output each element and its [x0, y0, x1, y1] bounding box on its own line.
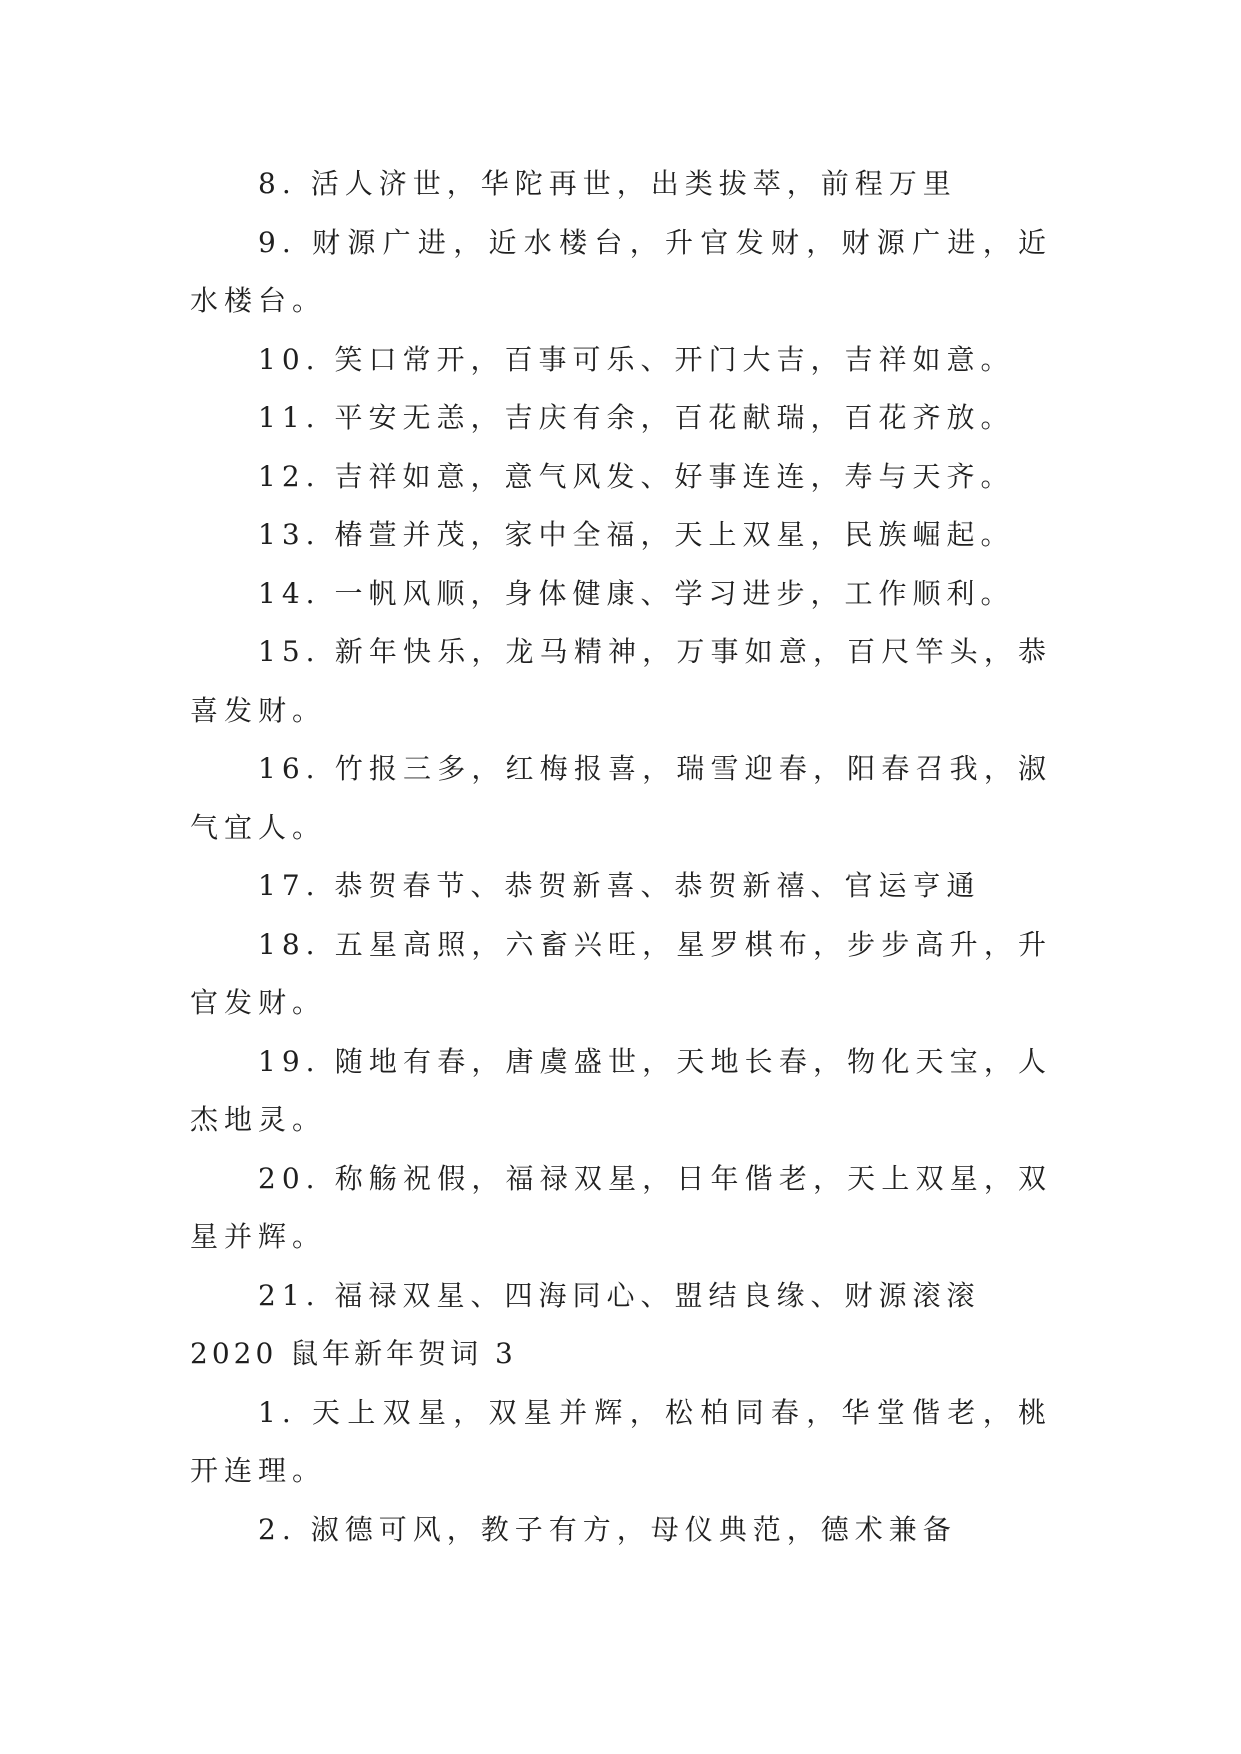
list-item	[190, 857, 1052, 916]
list-item	[190, 389, 1052, 448]
item-number: 15.	[258, 635, 321, 668]
list-item	[190, 506, 1052, 565]
list-item	[190, 1384, 1052, 1501]
item-text: 吉祥如意，意气风发、好事连连，寿与天齐。	[334, 459, 1015, 493]
list-item	[190, 1033, 1052, 1150]
item-number: 1.	[258, 1395, 297, 1429]
document-body	[190, 155, 1052, 1559]
item-number: 11.	[258, 401, 321, 434]
item-number: 9.	[258, 225, 297, 259]
list-item	[190, 214, 1052, 331]
list-item	[190, 1150, 1052, 1267]
item-text: 竹报三多，红梅报喜，瑞雪迎春，阳春召我，淑气宜人。	[190, 752, 1052, 844]
item-number: 13.	[258, 518, 321, 551]
item-text: 恭贺春节、恭贺新喜、恭贺新禧、官运亨通	[334, 869, 981, 902]
item-text: 一帆风顺，身体健康、学习进步，工作顺利。	[334, 576, 1015, 610]
item-text: 五星高照，六畜兴旺，星罗棋布，步步高升，升官发财。	[190, 927, 1052, 1019]
item-text: 椿萱并茂，家中全福，天上双星，民族崛起。	[334, 518, 1015, 551]
item-number: 8.	[258, 167, 297, 200]
item-text: 活人济世，华陀再世，出类拔萃，前程万里	[310, 167, 957, 200]
item-number: 18.	[258, 927, 321, 961]
section-heading: 2020 鼠年新年贺词 3	[190, 1337, 517, 1370]
list-item	[190, 565, 1052, 624]
list-item	[190, 623, 1052, 740]
item-number: 16.	[258, 752, 321, 785]
item-text: 笑口常开，百事可乐、开门大吉，吉祥如意。	[334, 342, 1015, 376]
item-number: 21.	[258, 1278, 321, 1312]
item-number: 2.	[258, 1512, 297, 1546]
list-item	[190, 448, 1052, 507]
list-item	[190, 1267, 1052, 1326]
item-text: 天上双星，双星并辉，松柏同春，华堂偕老，桃开连理。	[190, 1395, 1052, 1487]
item-text: 财源广进，近水楼台，升官发财，财源广进，近水楼台。	[190, 225, 1052, 317]
item-text: 平安无恙，吉庆有余，百花献瑞，百花齐放。	[334, 401, 1015, 434]
list-item	[190, 331, 1052, 390]
item-number: 17.	[258, 869, 321, 902]
item-number: 10.	[258, 342, 321, 376]
item-text: 淑德可风，教子有方，母仪典范，德术兼备	[310, 1512, 957, 1546]
item-text: 称觞祝假，福禄双星，日年偕老，天上双星，双星并辉。	[190, 1161, 1052, 1253]
item-number: 14.	[258, 576, 321, 610]
item-number: 12.	[258, 459, 321, 493]
item-text: 随地有春，唐虞盛世，天地长春，物化天宝，人杰地灵。	[190, 1044, 1052, 1136]
list-item	[190, 916, 1052, 1033]
list-item	[190, 155, 1052, 214]
item-number: 19.	[258, 1044, 321, 1078]
item-text: 福禄双星、四海同心、盟结良缘、财源滚滚	[334, 1278, 981, 1312]
list-item	[190, 1501, 1052, 1560]
item-text: 新年快乐，龙马精神，万事如意，百尺竿头，恭喜发财。	[190, 635, 1052, 727]
list-item	[190, 740, 1052, 857]
item-number: 20.	[258, 1161, 321, 1195]
